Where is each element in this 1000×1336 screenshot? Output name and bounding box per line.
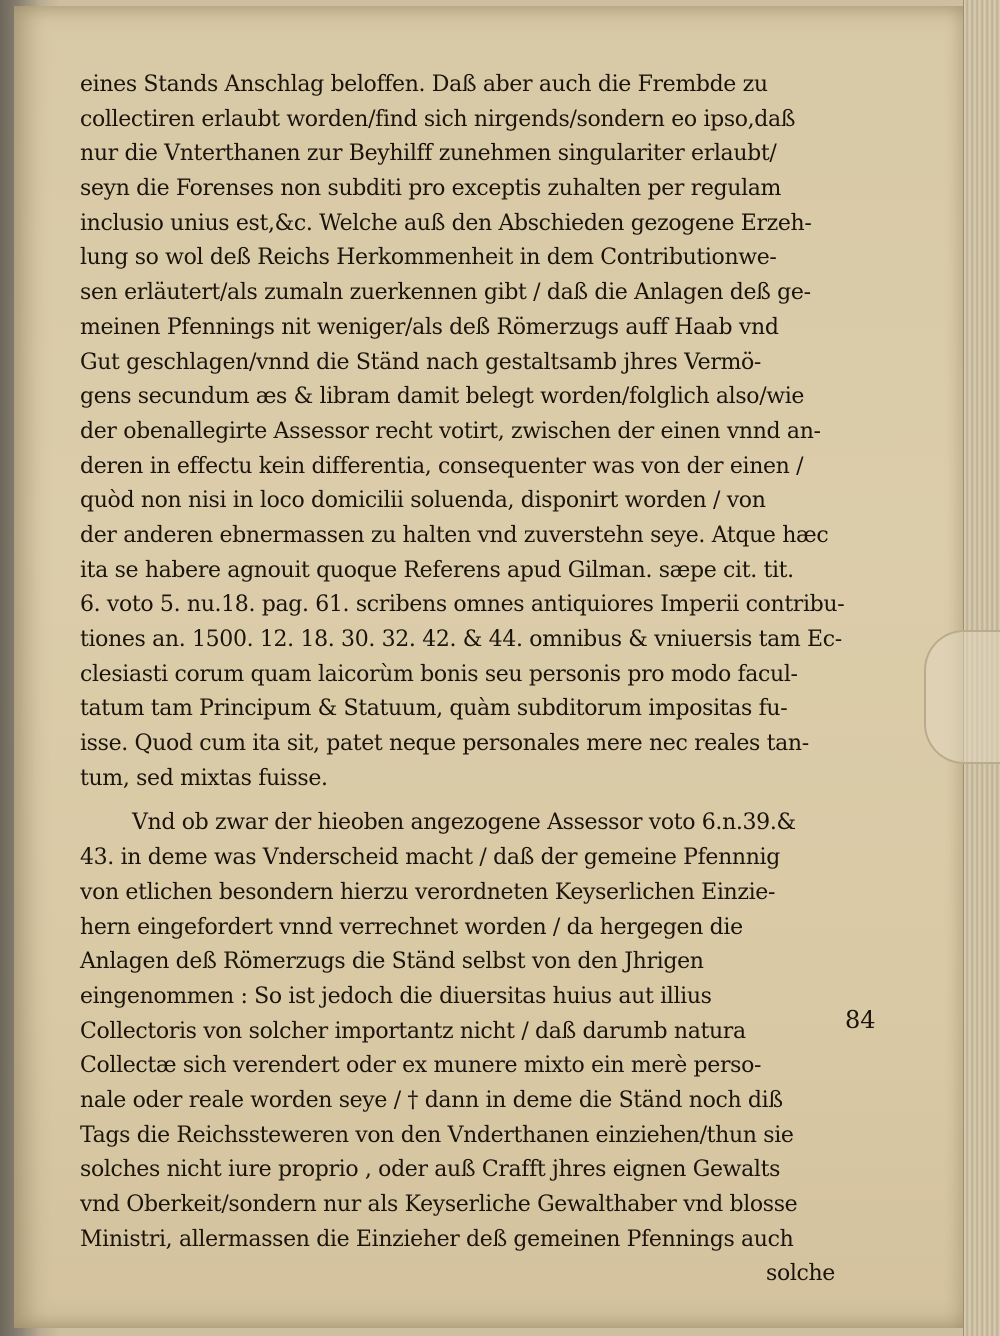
text-line: isse. Quod cum ita sit, patet neque personales mere nec reales tan- [80, 731, 809, 757]
text-line: eines Stands Anschlag beloffen. Daß aber auch die Frembde zu [80, 72, 768, 97]
text-line: tiones an. 1500. 12. 18. 30. 32. 42. & 44. omnibus & vniuersis tam Ec- [80, 627, 842, 652]
text-line: tum, sed mixtas fuisse. [80, 765, 328, 791]
text-line: seyn die Forenses non subditi pro exceptis zuhalten per regulam [80, 176, 782, 202]
text-line: lung so wol deß Reichs Herkommenheit in dem Contributionwe- [80, 245, 777, 271]
margin-number: 84 [845, 1006, 876, 1034]
text-line: solches nicht iure proprio , oder auß Crafft jhres eignen Gewalts [80, 1157, 781, 1183]
page-clip [924, 630, 1000, 764]
text-line: sen erläutert/als zumaln zuerkennen gibt / daß die Anlagen deß ge- [80, 280, 811, 306]
text-line: der anderen ebnermassen zu halten vnd zuverstehn seye. Atque hæc [80, 522, 829, 548]
text-line: Tags die Reichssteweren von den Vnderthanen einziehen/thun sie [80, 1122, 794, 1148]
text-line: Anlagen deß Römerzugs die Ständ selbst von den Jhrigen [80, 949, 704, 975]
book-page [14, 6, 964, 1328]
text-line: nur die Vnterthanen zur Beyhilff zunehmen singulariter erlaubt/ [80, 141, 777, 167]
text-line: meinen Pfennings nit weniger/als deß Römerzugs auff Haab vnd [80, 314, 779, 340]
text-line: clesiasti corum quam laicorùm bonis seu personis pro modo facul- [80, 661, 798, 687]
text-line: gens secundum æs & libram damit belegt worden/folglich also/wie [80, 384, 805, 410]
text-line: eingenommen : So ist jedoch die diuersitas huius aut illius [80, 983, 712, 1009]
text-line: collectiren erlaubt worden/find sich nirgends/sondern eo ipso,daß [80, 106, 796, 132]
text-line: der obenallegirte Assessor recht votirt, zwischen der einen vnnd an- [80, 418, 821, 444]
page-text-block [80, 68, 850, 1292]
text-line: Collectoris von solcher importantz nicht / daß darumb natura [80, 1018, 746, 1044]
text-line: von etlichen besondern hierzu verordneten Keyserlichen Einzie- [80, 879, 776, 905]
text-line: ita se habere agnouit quoque Referens apud Gilman. sæpe cit. tit. [80, 557, 794, 583]
text-line: nale oder reale worden seye / † dann in deme die Ständ noch diß [80, 1087, 783, 1113]
text-line: tatum tam Principum & Statuum, quàm subditorum impositas fu- [80, 696, 788, 722]
text-line: 43. in deme was Vnderscheid macht / daß der gemeine Pfennnig [80, 845, 780, 871]
text-line: Collectæ sich verendert oder ex munere mixto ein merè perso- [80, 1053, 762, 1079]
text-line: vnd Oberkeit/sondern nur als Keyserliche Gewalthaber vnd blosse [80, 1192, 798, 1217]
catchword: solche [766, 1261, 835, 1287]
text-line: hern eingefordert vnnd verrechnet worden / da hergegen die [80, 914, 743, 940]
text-line: Vnd ob zwar der hieoben angezogene Assessor voto 6.n.39.& [132, 810, 796, 836]
text-line: quòd non nisi in loco domicilii soluenda, disponirt worden / von [80, 488, 766, 514]
text-line: deren in effectu kein differentia, consequenter was von der einen / [80, 453, 804, 479]
text-line: Gut geschlagen/vnnd die Ständ nach gestaltsamb jhres Vermö- [80, 349, 761, 375]
text-line: inclusio unius est,&c. Welche auß den Abschieden gezogene Erzeh- [80, 210, 812, 236]
text-line: Ministri, allermassen die Einzieher deß gemeinen Pfennings auch [80, 1226, 794, 1252]
text-line: 6. voto 5. nu.18. pag. 61. scribens omnes antiquiores Imperii contribu- [80, 592, 845, 618]
